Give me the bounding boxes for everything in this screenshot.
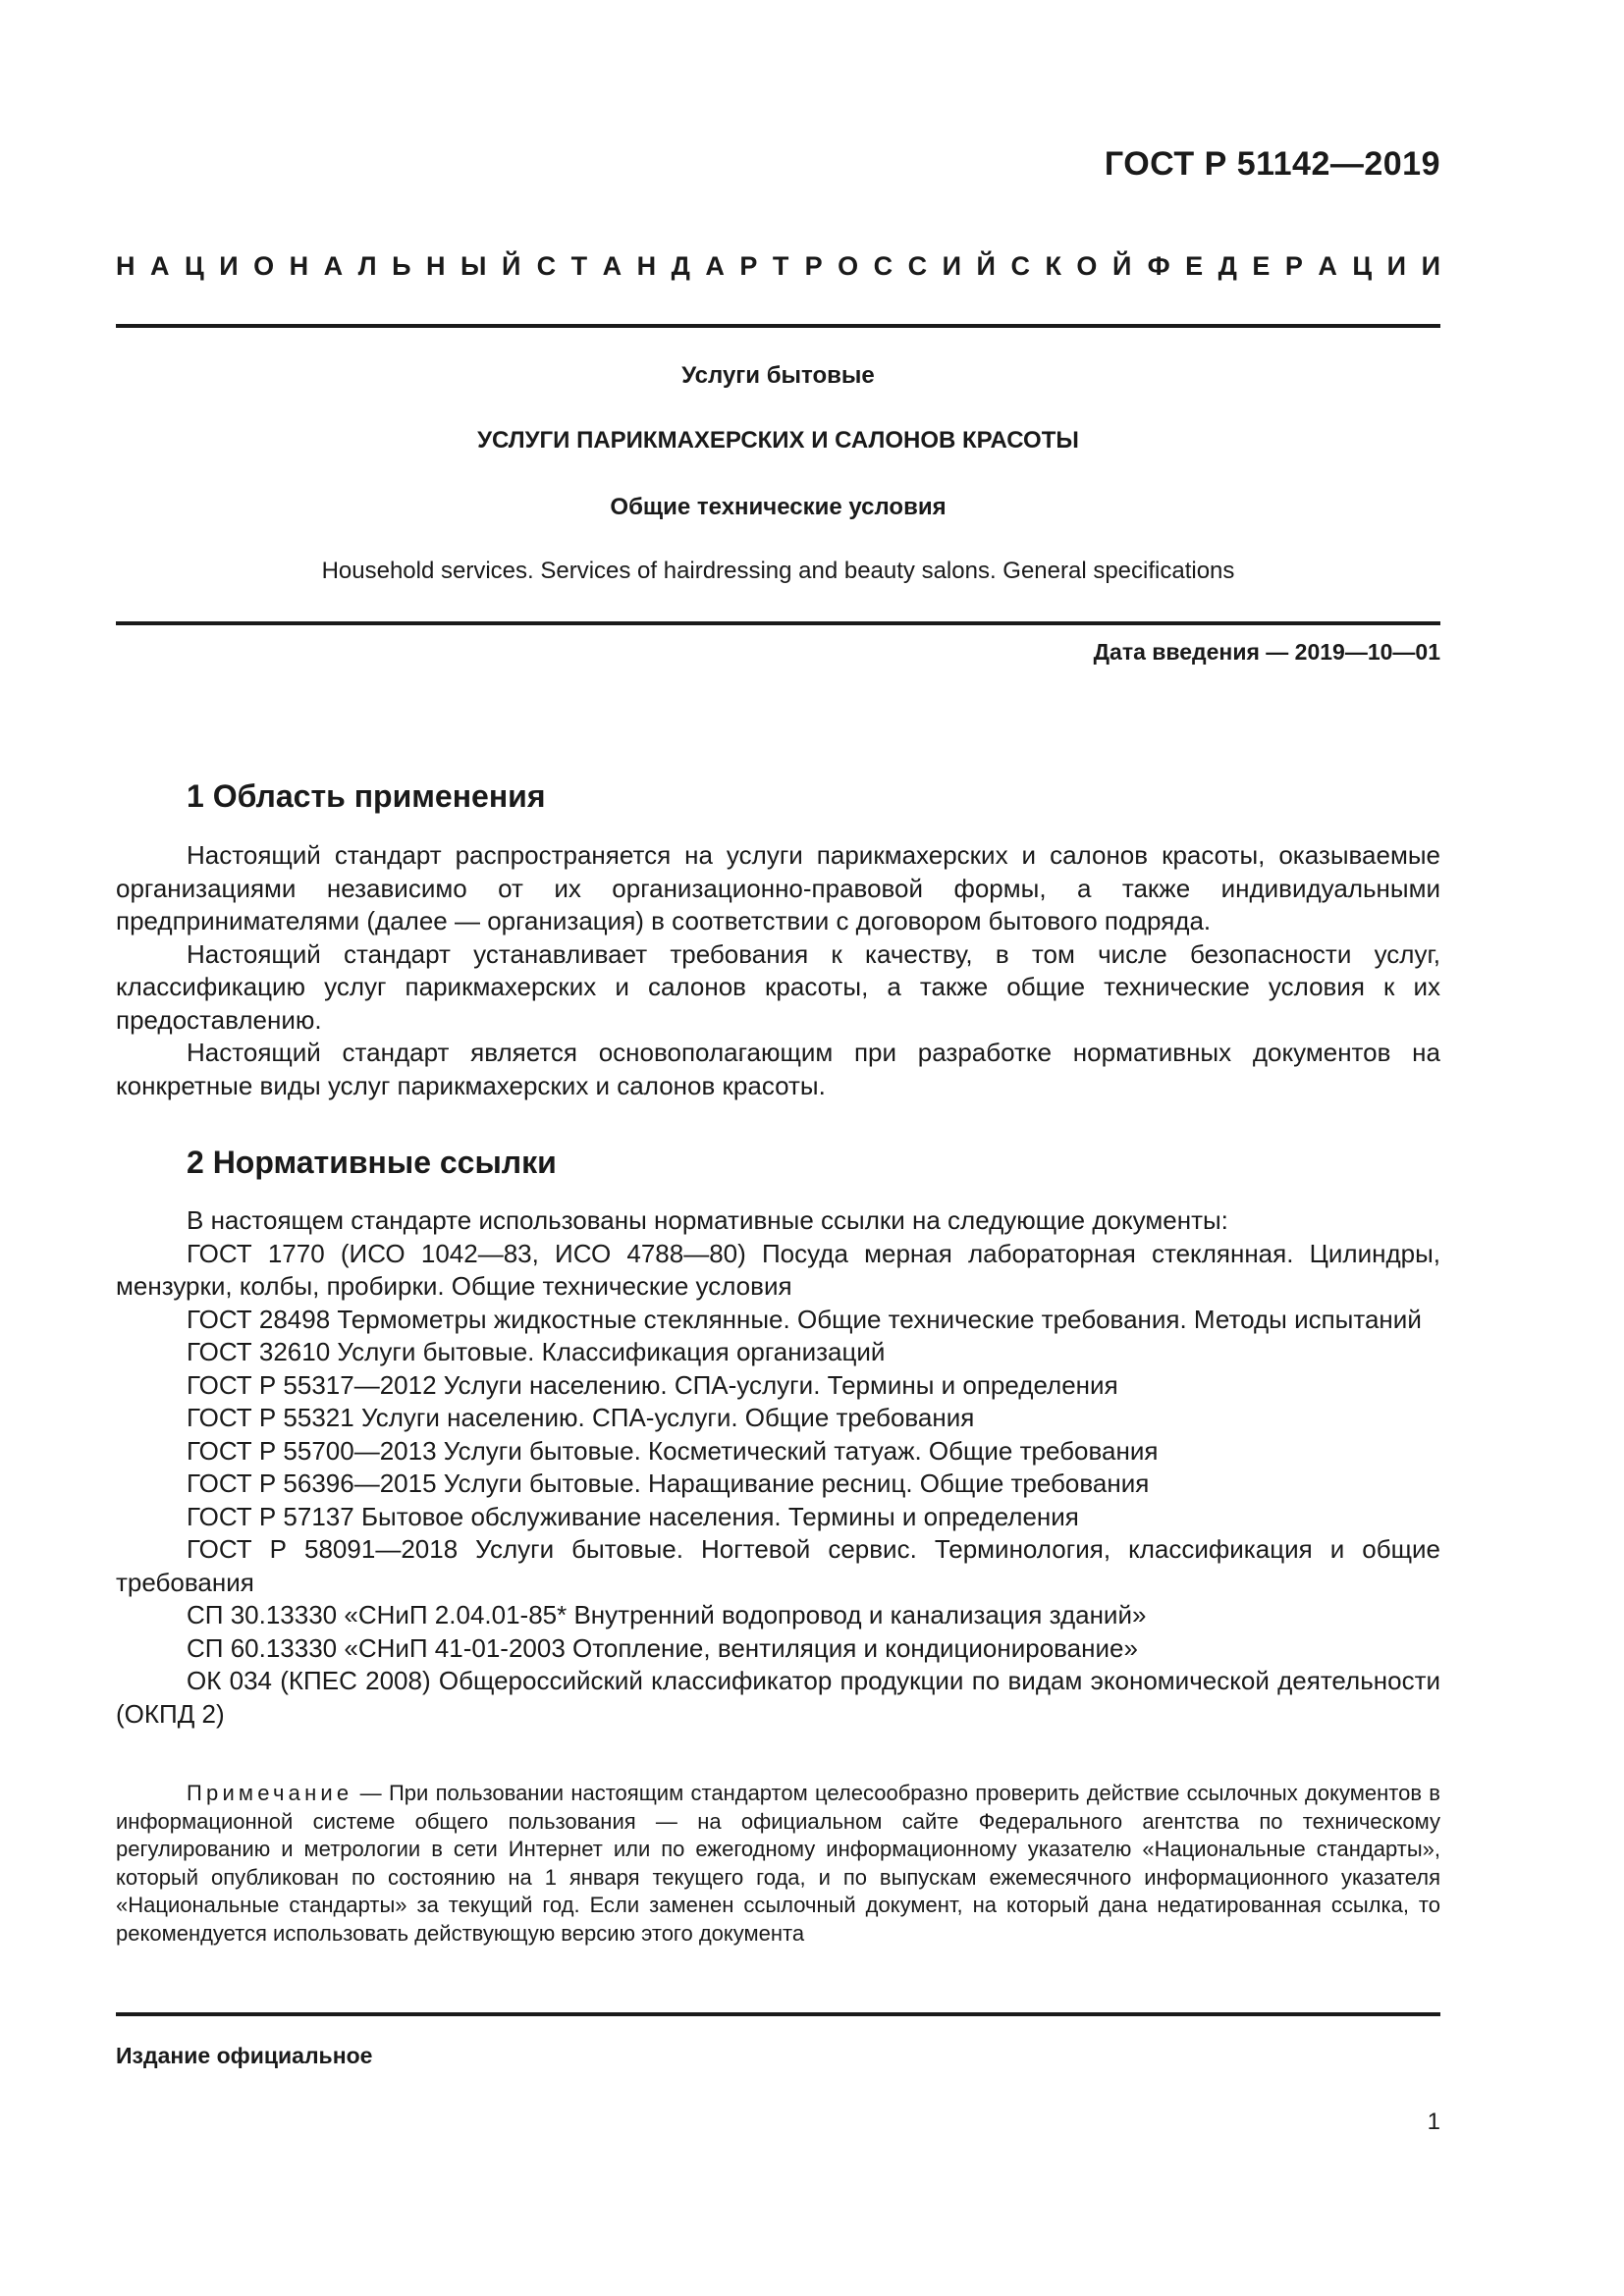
introduction-date: Дата введения — 2019—10—01 [1093,639,1440,665]
footer-divider [116,2012,1440,2016]
title-letter: Т [772,251,789,281]
title-letter: И [1386,251,1407,281]
title-letter: Ц [1352,251,1373,281]
title-letter: Н [289,251,309,281]
national-standard-title [116,251,1440,282]
title-letter: Ы [460,251,487,281]
national-title-word [537,251,789,282]
title-letter: Й [501,251,521,281]
national-title-word [116,251,520,282]
reference-item: ГОСТ 1770 (ИСО 1042—83, ИСО 4788—80) Посуда мерная лабораторная стеклянная. Цилиндры, мензурки, колбы, пробирки. Общие технические условия [116,1238,1440,1301]
sub-title: Общие технические условия [610,494,947,520]
title-letter: С [1010,251,1030,281]
national-title-word [1148,251,1440,282]
reference-item: ГОСТ 28498 Термометры жидкостные стеклянные. Общие технические требования. Методы испытаний [187,1304,1422,1334]
title-letter: Й [976,251,996,281]
title-letter: С [907,251,928,281]
references-intro: В настоящем стандарте использованы нормативные ссылки на следующие документы: [187,1205,1228,1235]
reference-item: ГОСТ Р 58091—2018 Услуги бытовые. Ногтевой сервис. Терминология, классификация и общие требования [116,1534,1440,1597]
title-letter: А [323,251,344,281]
title-letter: А [602,251,623,281]
gost-number: ГОСТ Р 51142—2019 [1104,145,1440,183]
title-letter: А [705,251,725,281]
official-edition-label: Издание официальное [116,2043,373,2068]
title-letter: О [838,251,859,281]
note-label: Примечание [187,1781,353,1805]
title-letter: А [1318,251,1337,281]
title-letter: О [253,251,275,281]
title-letter: Ь [392,251,411,281]
note [116,1780,1440,1948]
title-letter: Ф [1147,251,1170,281]
title-letter: Н [116,251,135,281]
title-letter: И [1421,251,1440,281]
paragraph: Настоящий стандарт является основополагающим при разработке нормативных документов на конкретные виды услуг парикмахерских и салонов красоты. [116,1038,1440,1100]
reference-item: СП 30.13330 «СНиП 2.04.01-85* Внутренний водопровод и канализация зданий» [187,1600,1147,1629]
title-letter: Н [426,251,446,281]
title-letter: С [536,251,557,281]
title-letter: Ц [185,251,204,281]
paragraph: Настоящий стандарт устанавливает требования к качеству, в том числе безопасности услуг, классификацию услуг парикмахерских и салонов красоты, а также общие технические условия к их предоставлению. [116,938,1440,1035]
reference-item: ГОСТ Р 56396—2015 Услуги бытовые. Наращивание ресниц. Общие требования [187,1468,1150,1498]
note-text: — При пользовании настоящим стандартом целесообразно проверить действие ссылочных документов в информационной системе общего пользования — на официальном сайте Федерального агентства по техническому регулированию и метрологии в сети Интернет или по ежегодному информационному указателю «Национальные стандарты», который опубликован по состоянию на 1 января текущего года, и по выпускам ежемесячного информационного указателя «Национальные стандарты» за текущий год. Если заменен ссылочный документ, на который дана недатированная ссылка, то рекомендуется использовать действующую версию этого документа [116,1781,1440,1946]
title-letter: И [219,251,239,281]
title-letter: О [1076,251,1098,281]
reference-item: ГОСТ 32610 Услуги бытовые. Классификация организаций [187,1337,886,1366]
title-divider [116,621,1440,625]
title-letter: Д [1218,251,1237,281]
subject-title: Услуги бытовые [681,362,875,389]
title-letter: Т [570,251,588,281]
reference-item: ГОСТ Р 55317—2012 Услуги населению. СПА-услуги. Термины и определения [187,1369,1118,1400]
reference-item: ГОСТ Р 55321 Услуги населению. СПА-услуги. Общие требования [187,1403,975,1432]
title-letter: Й [1111,251,1132,281]
title-letter: Р [804,251,823,281]
title-letter: Д [671,251,690,281]
english-title: Household services. Services of hairdressing and beauty salons. General specifications [321,558,1235,584]
title-letter: А [150,251,170,281]
page-number: 1 [1427,2109,1440,2135]
title-letter: Р [1284,251,1303,281]
section-1-body [116,839,1440,1102]
title-letter: Л [357,251,377,281]
section-2-heading: 2 Нормативные ссылки [187,1145,557,1180]
title-letter: Н [636,251,657,281]
section-1-heading: 1 Область применения [187,778,546,814]
reference-item: ОК 034 (КПЕС 2008) Общероссийский классификатор продукции по видам экономической деятельности (ОКПД 2) [116,1666,1440,1729]
title-letter: Е [1252,251,1271,281]
section-2-body [116,1204,1440,1731]
title-letter: К [1045,251,1061,281]
header-divider [116,324,1440,328]
title-letter: С [873,251,893,281]
reference-item: СП 60.13330 «СНиП 41-01-2003 Отопление, вентиляция и кондиционирование» [187,1632,1138,1663]
title-letter: Р [739,251,758,281]
reference-item: ГОСТ Р 55700—2013 Услуги бытовые. Косметический татуаж. Общие требования [187,1435,1159,1466]
title-letter: И [942,251,962,281]
reference-item: ГОСТ Р 57137 Бытовое обслуживание населения. Термины и определения [187,1501,1079,1531]
paragraph: Настоящий стандарт распространяется на услуги парикмахерских и салонов красоты, оказываемые организациями независимо от их организационно-правовой формы, а также индивидуальными предпринимателями (далее — организация) в соответствии с договором бытового подряда. [116,840,1440,935]
title-letter: Е [1185,251,1204,281]
national-title-word [805,251,1132,282]
main-title: УСЛУГИ ПАРИКМАХЕРСКИХ И САЛОНОВ КРАСОТЫ [477,427,1079,454]
